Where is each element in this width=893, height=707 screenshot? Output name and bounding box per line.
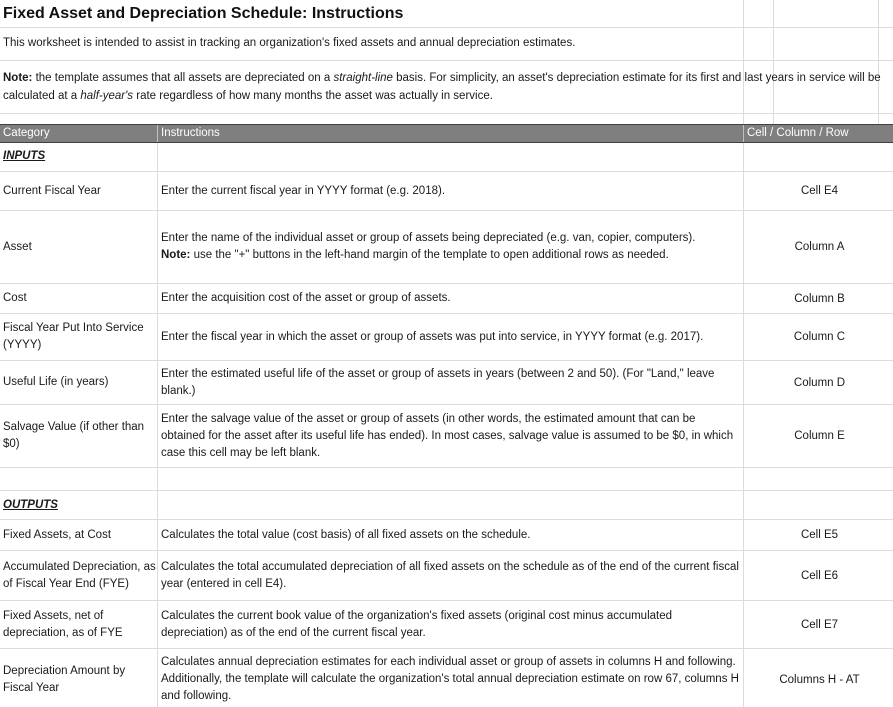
row-category[interactable]: Accumulated Depreciation, as of Fiscal Year End (FYE) xyxy=(3,560,156,590)
table-row xyxy=(0,284,893,313)
instructions-text: Enter the estimated useful life of the asset or group of assets in years (between 2 and 50). (For "Land," leave blank.) xyxy=(161,367,715,397)
row-category[interactable]: Useful Life (in years) xyxy=(3,376,109,388)
table-row xyxy=(0,601,893,648)
note-paragraph[interactable] xyxy=(3,70,885,105)
note-text-3: rate regardless of how many months the asset was actually in service. xyxy=(133,89,493,102)
row-instructions[interactable] xyxy=(161,314,741,360)
table-row xyxy=(0,551,893,600)
instructions-text: Calculates annual depreciation estimates for each individual asset or group of assets in columns H and following. Additionally, the template will calculate the organization's total annual depreciation estimate on row 67, columns H and following. xyxy=(161,656,739,702)
row-instructions[interactable] xyxy=(161,284,741,313)
row-line xyxy=(0,490,893,491)
instructions-text: Enter the name of the individual asset or group of assets being depreciated (e.g. van, copier, computers). xyxy=(161,232,696,244)
row-cell-ref[interactable]: Cell E4 xyxy=(800,185,839,197)
row-category[interactable]: Fiscal Year Put Into Service (YYYY) xyxy=(3,322,144,351)
instructions-text: Enter the current fiscal year in YYYY format (e.g. 2018). xyxy=(161,184,446,197)
instructions-text: Enter the fiscal year in which the asset or group of assets was put into service, in YYYY format (e.g. 2017). xyxy=(161,330,704,343)
note-label: Note: xyxy=(3,72,33,84)
instructions-text: Calculates the total value (cost basis) of all fixed assets on the schedule. xyxy=(161,528,531,541)
instructions-note-text: use the "+" buttons in the left-hand margin of the template to open additional rows as needed. xyxy=(190,249,669,261)
row-line xyxy=(0,27,893,28)
row-category[interactable]: Asset xyxy=(3,240,32,253)
row-instructions[interactable] xyxy=(161,405,741,467)
table-row xyxy=(0,314,893,360)
header-cell-ref[interactable]: Cell / Column / Row xyxy=(747,127,849,139)
row-category[interactable]: Current Fiscal Year xyxy=(3,184,101,197)
row-instructions[interactable] xyxy=(161,211,741,283)
table-row xyxy=(0,211,893,283)
row-category[interactable]: Salvage Value (if other than $0) xyxy=(3,421,145,450)
row-line xyxy=(0,467,893,468)
note-straight-line: straight-line xyxy=(333,72,393,84)
row-cell-ref[interactable]: Cell E7 xyxy=(800,618,839,631)
row-line xyxy=(0,60,893,61)
note-text-2: basis. For simplicity, an asset's depreciation estimate for its first and last years in service will be calculated at a xyxy=(3,72,881,102)
row-cell-ref[interactable]: Column C xyxy=(793,331,846,343)
row-cell-ref[interactable]: Column A xyxy=(794,241,845,253)
row-cell-ref[interactable]: Column B xyxy=(794,292,845,305)
row-instructions[interactable] xyxy=(161,551,741,600)
table-row xyxy=(0,405,893,467)
row-cell-ref[interactable]: Column D xyxy=(793,376,846,389)
row-instructions[interactable] xyxy=(161,361,741,404)
header-separator xyxy=(157,125,158,142)
instructions-note xyxy=(161,247,741,264)
header-separator xyxy=(743,125,744,142)
row-cell-ref[interactable]: Column E xyxy=(794,430,845,442)
inputs-section-label[interactable]: INPUTS xyxy=(3,150,46,162)
row-line xyxy=(0,113,893,114)
page-title[interactable]: Fixed Asset and Depreciation Schedule: Instructions xyxy=(3,5,404,22)
row-instructions[interactable] xyxy=(161,649,741,707)
table-row xyxy=(0,649,893,707)
instructions-text: Calculates the total accumulated depreciation of all fixed assets on the schedule as of the end of the current fiscal year (entered in cell E4). xyxy=(161,560,739,590)
intro-text[interactable]: This worksheet is intended to assist in tracking an organization's fixed assets and annual depreciation estimates. xyxy=(3,37,576,49)
row-category[interactable]: Cost xyxy=(3,292,27,304)
instructions-text: Enter the salvage value of the asset or group of assets (in other words, the estimated amount that can be obtained for the asset after its useful life has ended). In most cases, salvage value is assumed to be $0, in which case this cell may be left blank. xyxy=(161,412,734,459)
row-category[interactable]: Fixed Assets, at Cost xyxy=(3,528,112,541)
table-header xyxy=(0,124,893,143)
instructions-note-label: Note: xyxy=(161,249,191,261)
instructions-text: Calculates the current book value of the organization's fixed assets (original cost minus accumulated depreciation) as of the end of the current fiscal year. xyxy=(161,609,673,639)
header-instructions[interactable]: Instructions xyxy=(161,127,220,139)
note-text-1: the template assumes that all assets are depreciated on a xyxy=(32,72,334,84)
header-category[interactable]: Category xyxy=(3,127,50,139)
row-cell-ref[interactable]: Columns H - AT xyxy=(779,673,860,686)
row-cell-ref[interactable]: Cell E6 xyxy=(800,569,839,582)
note-half-year: half-year's xyxy=(80,89,134,102)
row-instructions[interactable] xyxy=(161,601,741,648)
row-cell-ref[interactable]: Cell E5 xyxy=(800,529,839,541)
instructions-text: Enter the acquisition cost of the asset or group of assets. xyxy=(161,292,451,304)
row-category[interactable]: Fixed Assets, net of depreciation, as of FYE xyxy=(3,609,123,639)
table-row xyxy=(0,172,893,210)
table-row xyxy=(0,520,893,550)
row-category[interactable]: Depreciation Amount by Fiscal Year xyxy=(3,664,126,694)
row-instructions[interactable] xyxy=(161,520,741,550)
row-instructions[interactable] xyxy=(161,172,741,210)
outputs-section-label[interactable]: OUTPUTS xyxy=(3,499,58,511)
table-row xyxy=(0,361,893,404)
